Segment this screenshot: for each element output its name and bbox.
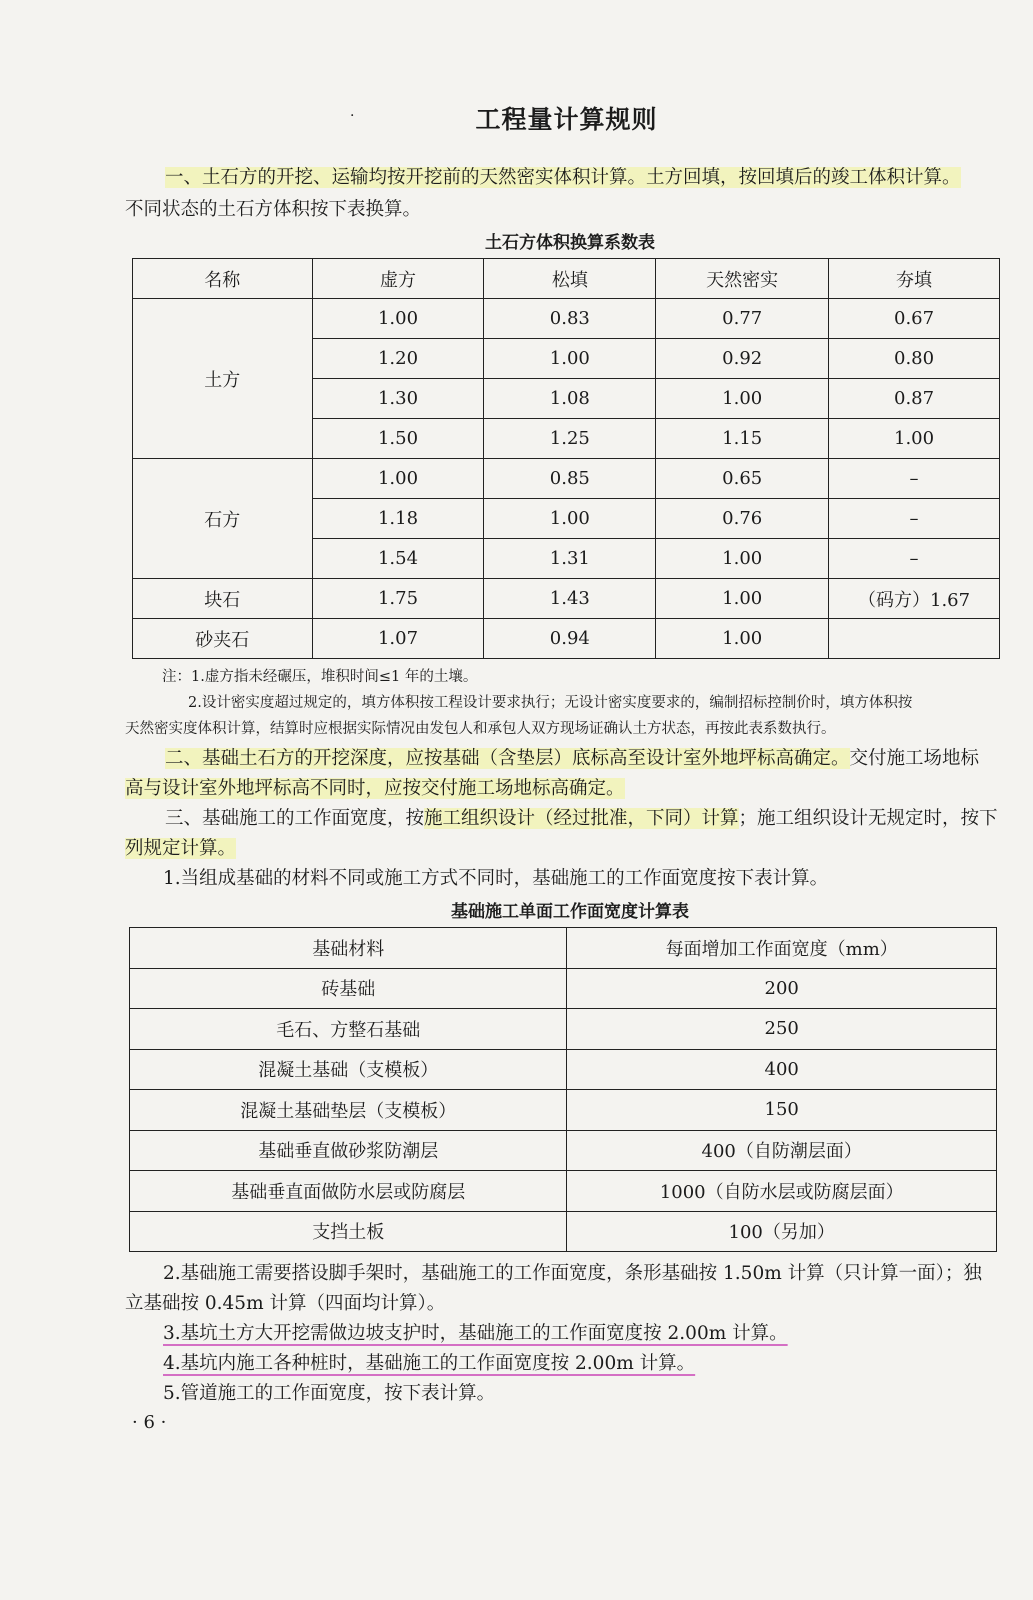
paragraph-2-line-2-text: 高与设计室外地坪标高不同时，应按交付施工场地标高确定。 [125, 778, 625, 799]
header-cell: 松填 [484, 259, 656, 299]
item-2-line-2: 立基础按 0.45m 计算（四面均计算）。 [125, 1293, 446, 1314]
table-cell: 1.00 [312, 299, 484, 339]
table-row [133, 579, 1000, 619]
table-row [133, 299, 1000, 339]
table-cell: 0.76 [656, 499, 829, 539]
paragraph-1-line-1 [125, 163, 1020, 193]
paragraph-3-start: 三、基础施工的工作面宽度，按 [165, 808, 425, 829]
table-cell: 1.43 [484, 579, 656, 619]
table-cell: 毛石、方整石基础 [130, 1009, 567, 1050]
table-row [130, 968, 997, 1009]
table-row [130, 1130, 997, 1171]
table-cell: 1.15 [656, 419, 829, 459]
header-cell: 基础材料 [130, 928, 567, 969]
header-cell: 虚方 [312, 259, 484, 299]
table-row [130, 1049, 997, 1090]
group-cell-earth: 土方 [133, 299, 313, 459]
table-header-row [133, 259, 1000, 299]
page-number: · 6 · [132, 1412, 167, 1433]
soil-table-caption: 土石方体积换算系数表 [485, 233, 655, 253]
work-width-table [129, 927, 997, 1252]
table-cell: 200 [567, 968, 997, 1009]
group-cell-stone: 石方 [133, 459, 313, 579]
table-row [130, 1211, 997, 1252]
table-cell: – [829, 499, 1000, 539]
table-cell: 1.31 [484, 539, 656, 579]
table-cell: 0.85 [484, 459, 656, 499]
item-1: 1.当组成基础的材料不同或施工方式不同时，基础施工的工作面宽度按下表计算。 [163, 868, 829, 889]
table-cell: 1.20 [312, 339, 484, 379]
table-cell: 1000（自防水层或防腐层面） [567, 1171, 997, 1212]
table-row [130, 1009, 997, 1050]
table-cell: 1.00 [656, 579, 829, 619]
table-header-row [130, 928, 997, 969]
paragraph-3-line-2 [125, 834, 1020, 864]
table-cell: 1.00 [484, 499, 656, 539]
work-table-caption: 基础施工单面工作面宽度计算表 [451, 902, 689, 922]
group-cell-block: 块石 [133, 579, 313, 619]
table-cell: 1.18 [312, 499, 484, 539]
paragraph-3-line-2-text: 列规定计算。 [125, 838, 237, 859]
table-cell: 基础垂直做砂浆防潮层 [130, 1130, 567, 1171]
table-cell: 砖基础 [130, 968, 567, 1009]
table-cell: 1.25 [484, 419, 656, 459]
table-cell: 0.94 [484, 619, 656, 659]
table-cell: 1.00 [312, 459, 484, 499]
paragraph-3-highlight: 施工组织设计（经过批准，下同）计算 [424, 808, 739, 829]
table-cell: 1.00 [829, 419, 1000, 459]
table-cell: 混凝土基础垫层（支模板） [130, 1090, 567, 1131]
header-cell: 天然密实 [656, 259, 829, 299]
table-cell: 1.50 [312, 419, 484, 459]
page-title: 工程量计算规则 [475, 105, 658, 134]
table-cell: 1.00 [656, 539, 829, 579]
table-row [130, 1171, 997, 1212]
table-cell: 1.00 [484, 339, 656, 379]
item-3 [125, 1319, 1020, 1349]
item-3-text: 3.基坑土方大开挖需做边坡支护时，基础施工的工作面宽度按 2.00m 计算。 [163, 1323, 788, 1344]
table-cell: 400（自防潮层面） [567, 1130, 997, 1171]
table-cell: 1.07 [312, 619, 484, 659]
table-cell: 0.77 [656, 299, 829, 339]
table-cell: 0.80 [829, 339, 1000, 379]
table-note-2-line-2: 天然密实度体积计算，结算时应根据实际情况由发包人和承包人双方现场证确认土方状态，再按此表系数执行。 [125, 721, 836, 737]
table-cell: 1.00 [656, 379, 829, 419]
table-cell: 0.67 [829, 299, 1000, 339]
group-cell-sandstone: 砂夹石 [133, 619, 313, 659]
table-cell: – [829, 539, 1000, 579]
table-cell: 400 [567, 1049, 997, 1090]
table-cell: 混凝土基础（支模板） [130, 1049, 567, 1090]
item-4-text: 4.基坑内施工各种桩时，基础施工的工作面宽度按 2.00m 计算。 [163, 1353, 696, 1374]
header-cell: 每面增加工作面宽度（mm） [567, 928, 997, 969]
table-row [133, 459, 1000, 499]
table-cell: （码方）1.67 [829, 579, 1000, 619]
paragraph-2-line-2 [125, 774, 1020, 804]
table-cell: 基础垂直面做防水层或防腐层 [130, 1171, 567, 1212]
paragraph-3-line-1 [125, 804, 1020, 834]
table-cell: 1.08 [484, 379, 656, 419]
item-5: 5.管道施工的工作面宽度，按下表计算。 [163, 1383, 496, 1404]
table-cell: – [829, 459, 1000, 499]
table-row [133, 619, 1000, 659]
paragraph-2-line-1 [125, 744, 1020, 774]
paragraph-3-end: ；施工组织设计无规定时，按下 [738, 808, 998, 829]
table-cell [829, 619, 1000, 659]
table-cell: 0.65 [656, 459, 829, 499]
table-cell: 1.75 [312, 579, 484, 619]
table-cell: 0.83 [484, 299, 656, 339]
table-cell: 支挡土板 [130, 1211, 567, 1252]
table-cell: 100（另加） [567, 1211, 997, 1252]
item-4 [125, 1349, 1020, 1379]
paragraph-2-highlight: 二、基础土石方的开挖深度，应按基础（含垫层）底标高至设计室外地坪标高确定。 [165, 748, 850, 769]
table-cell: 150 [567, 1090, 997, 1131]
header-cell: 名称 [133, 259, 313, 299]
table-cell: 0.87 [829, 379, 1000, 419]
table-row [130, 1090, 997, 1131]
header-cell: 夯填 [829, 259, 1000, 299]
table-cell: 1.30 [312, 379, 484, 419]
paragraph-1-line-2: 不同状态的土石方体积按下表换算。 [125, 199, 422, 220]
paragraph-2-tail: 交付施工场地标 [849, 748, 980, 769]
stray-mark: · [350, 108, 355, 124]
table-note-2-line-1: 2.设计密实度超过规定的，填方体积按工程设计要求执行；无设计密实度要求的，编制招标控制价时，填方体积按 [188, 695, 913, 711]
table-cell: 1.00 [656, 619, 829, 659]
item-2-line-1: 2.基础施工需要搭设脚手架时，基础施工的工作面宽度，条形基础按 1.50m 计算（只计算一面）；独 [163, 1263, 982, 1284]
table-cell: 1.54 [312, 539, 484, 579]
paragraph-1-text: 一、土石方的开挖、运输均按开挖前的天然密实体积计算。土方回填，按回填后的竣工体积计算。 [165, 167, 961, 188]
table-cell: 250 [567, 1009, 997, 1050]
table-cell: 0.92 [656, 339, 829, 379]
soil-conversion-table [132, 258, 1000, 659]
table-note-1: 注：1.虚方指未经碾压，堆积时间≤1 年的土壤。 [162, 669, 478, 685]
